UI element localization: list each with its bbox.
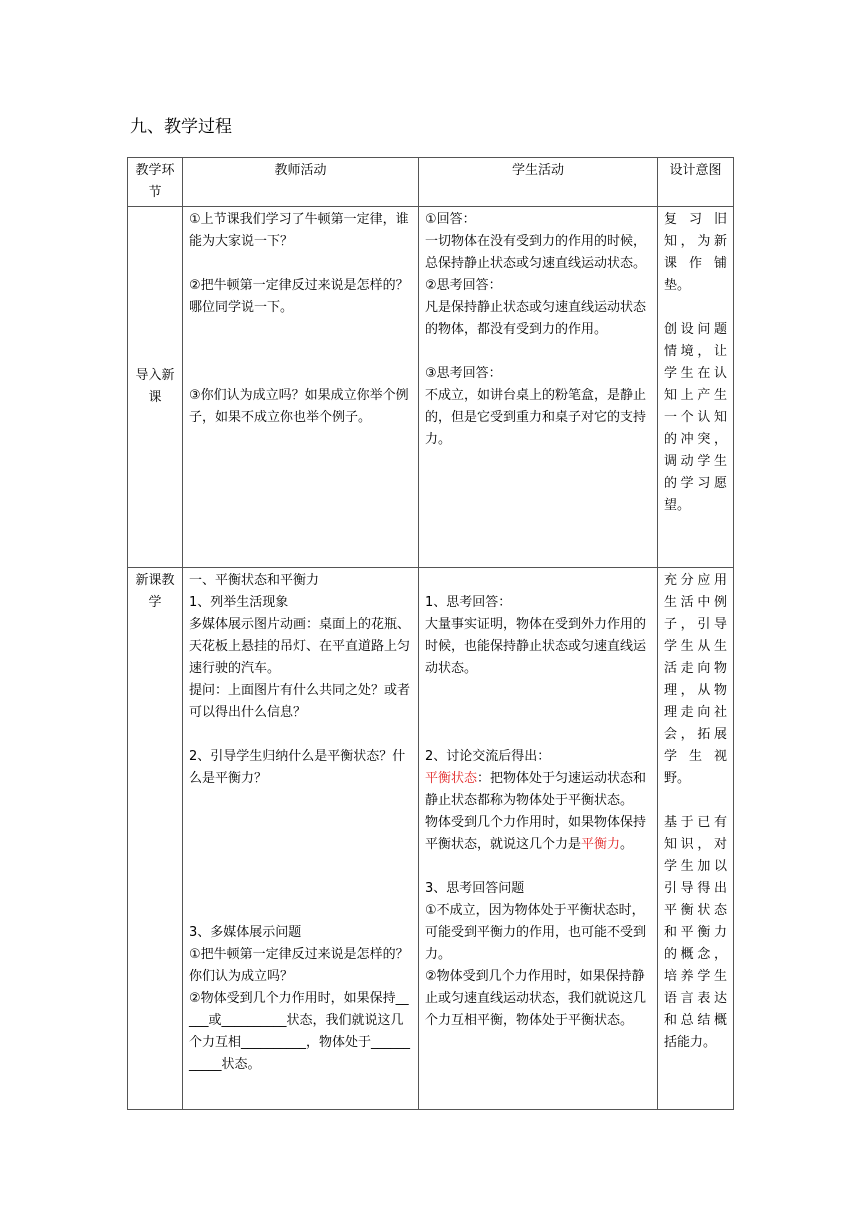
- student-paragraph: 1、思考回答： 大量事实证明，物体在受到外力作用的时候，也能保持静止状态或匀速直线运动状态。: [425, 595, 647, 676]
- header-teacher-activity: 教师活动: [183, 158, 419, 207]
- design-paragraph: 创设问题情境，让学生在认知上产生一个认知的冲突，调动学生的学习愿望。: [664, 322, 727, 513]
- teacher-activity-cell: [183, 207, 419, 568]
- student-paragraph: 物体受到几个力作用时，如果物体保持平衡状态，就说这几个力是平衡力。: [425, 815, 647, 852]
- key-term: 平衡状态: [425, 771, 478, 786]
- student-paragraph: 平衡状态：把物体处于匀速运动状态和静止状态都称为物体处于平衡状态。: [425, 771, 647, 808]
- student-paragraph: 3、思考回答问题 ①不成立，因为物体处于平衡状态时，可能受到平衡力的作用，也可能不受到力。 ②物体受到几个力作用时，如果保持静止或匀速直线运动状态，我们就说这几个力互相平衡，物体处于平衡状态。: [425, 881, 647, 1028]
- teacher-paragraph: 一、平衡状态和平衡力 1、列举生活现象 多媒体展示图片动画：桌面上的花瓶、天花板上悬挂的吊灯、在平直道路上匀速行驶的汽车。 提问：上面图片有什么共同之处？或者可以得出什么信息？: [189, 573, 411, 720]
- teacher-paragraph: 2、引导学生归纳什么是平衡状态？什么是平衡力？: [189, 749, 406, 786]
- stage-cell: 导入新课: [128, 207, 183, 568]
- teacher-paragraph: ③你们认为成立吗？如果成立你举个例子，如果不成立你也举个例子。: [189, 388, 409, 425]
- design-paragraph: 基于已有知识，对学生加以引导得出平衡状态和平衡力的概念，培养学生语言表达和总结概括能力。: [664, 815, 727, 1050]
- blank-line: __________: [241, 1035, 307, 1050]
- student-paragraph: ③思考回答： 不成立，如讲台桌上的粉笔盒，是静止的，但是它受到重力和桌子对它的支持力。: [425, 366, 647, 447]
- table-header-row: [128, 158, 734, 207]
- stage-cell: 新课教学: [128, 568, 183, 1110]
- design-paragraph: 复习旧知，为新课作铺垫。: [664, 212, 727, 293]
- student-activity-cell: [419, 207, 658, 568]
- teaching-process-table: [127, 157, 734, 1110]
- section-heading: 九、教学过程: [130, 117, 232, 137]
- blank-line: _____: [189, 991, 409, 1028]
- teacher-activity-cell: [183, 568, 419, 1110]
- blank-line: __________: [221, 1013, 287, 1028]
- header-design-intent: 设计意图: [658, 158, 734, 207]
- table-row: [128, 207, 734, 568]
- student-paragraph: ②思考回答： 凡是保持静止状态或匀速直线运动状态的物体，都没有受到力的作用。: [425, 278, 647, 337]
- student-paragraph: 2、讨论交流后得出：: [425, 749, 551, 764]
- teacher-paragraph: ①上节课我们学习了牛顿第一定律，谁能为大家说一下？: [189, 212, 409, 249]
- header-student-activity: 学生活动: [419, 158, 658, 207]
- design-intent-cell: [658, 568, 734, 1110]
- table-row: [128, 568, 734, 1110]
- student-activity-cell: [419, 568, 658, 1110]
- teacher-paragraph: ②把牛顿第一定律反过来说是怎样的？哪位同学说一下。: [189, 278, 409, 315]
- teacher-paragraph: 3、多媒体展示问题 ①把牛顿第一定律反过来说是怎样的？你们认为成立吗？: [189, 925, 409, 984]
- design-paragraph: 充分应用生活中例子，引导学生从生活走向物理，从物理走向社会，拓展学生视野。: [664, 573, 727, 786]
- blank-line: ___________: [189, 1035, 411, 1072]
- design-intent-cell: [658, 207, 734, 568]
- key-term: 平衡力: [581, 837, 621, 852]
- fill-in-question: ②物体受到几个力作用时，如果保持_____或__________状态，我们就说这几个力互相__________，物体处于___________状态。: [189, 991, 411, 1072]
- student-paragraph: ①回答： 一切物体在没有受到力的作用的时候，总保持静止状态或匀速直线运动状态。: [425, 212, 647, 271]
- header-stage: 教学环节: [128, 158, 183, 207]
